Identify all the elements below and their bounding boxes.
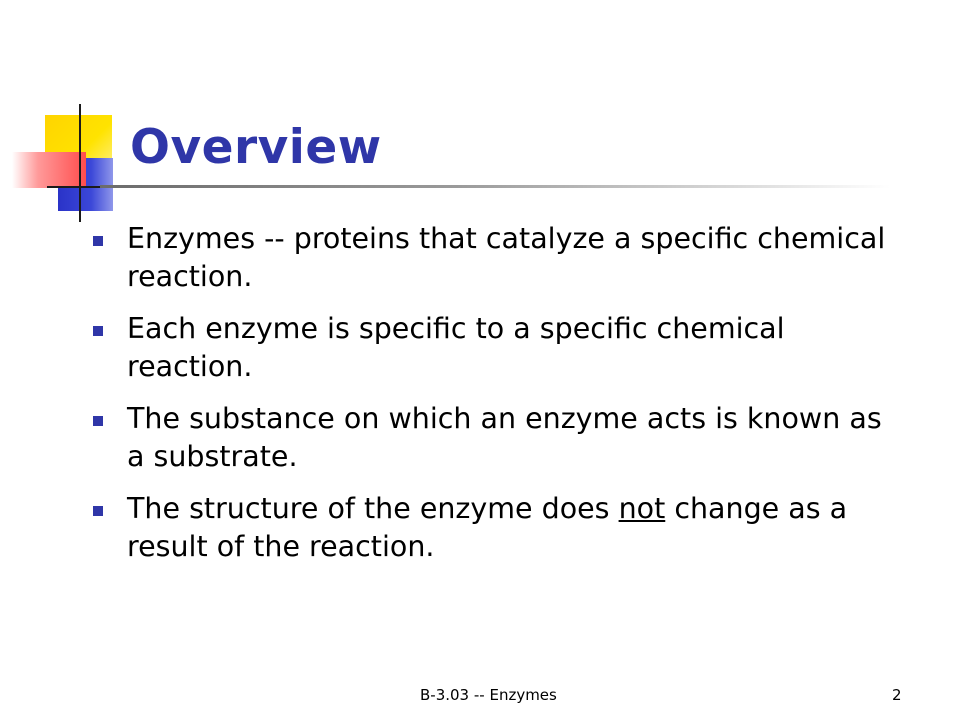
bullet-text: The substance on which an enzyme acts is known as a substrate.	[127, 402, 882, 473]
bullet-square-icon	[93, 326, 103, 336]
bullet-item	[90, 400, 890, 476]
bullet-text: Each enzyme is specific to a specific chemical reaction.	[127, 312, 785, 383]
bullet-item	[90, 220, 890, 296]
footer-label: B-3.03 -- Enzymes	[420, 686, 557, 704]
bullet-text-end: change as a result of the reaction.	[127, 492, 848, 563]
bullet-square-icon	[93, 236, 103, 246]
bullet-text: Enzymes -- proteins that catalyze a specific chemical reaction.	[127, 222, 886, 293]
slide-footer	[0, 686, 960, 708]
page-number: 2	[892, 686, 902, 704]
bullet-item	[90, 490, 890, 566]
bullet-text-start: The structure of the enzyme does	[127, 492, 619, 525]
deco-red-bar	[12, 152, 86, 188]
bullet-emphasis: not	[618, 492, 666, 525]
title-divider	[100, 185, 890, 188]
deco-vertical-line	[79, 104, 81, 222]
bullet-list	[90, 220, 890, 580]
bullet-square-icon	[93, 416, 103, 426]
bullet-item	[90, 310, 890, 386]
slide-title: Overview	[130, 120, 382, 175]
bullet-square-icon	[93, 506, 103, 516]
